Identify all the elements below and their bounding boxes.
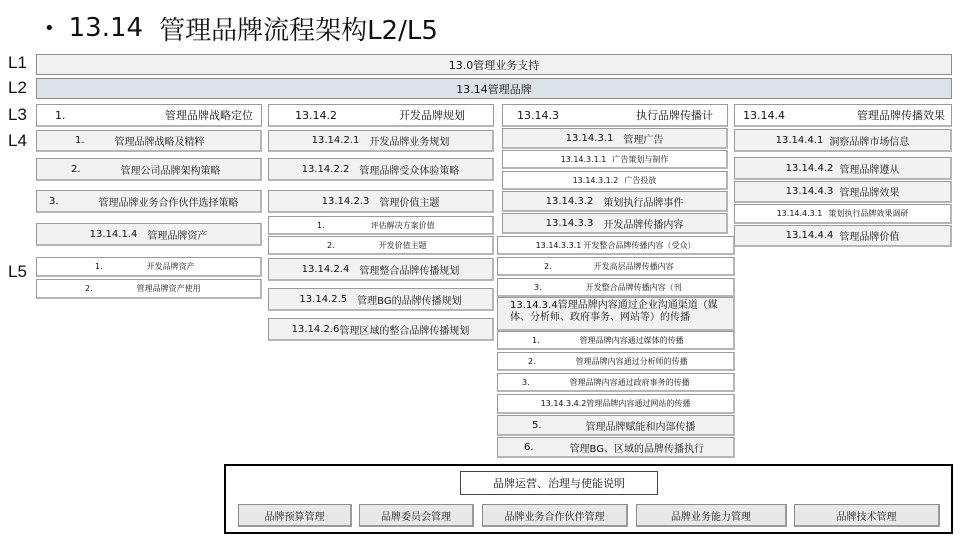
brand-capability-box: 品牌业务能力管理 (636, 504, 787, 527)
col2-item-num: 13.14.2.6 (291, 323, 340, 335)
col3-sub-label: 广告策划与制作 (612, 154, 669, 164)
col4-item (734, 157, 952, 180)
col4-item (734, 181, 952, 203)
col1-item (36, 190, 262, 213)
col2-item-label: 管理价值主题 (379, 197, 440, 209)
col2-item-num: 13.14.2.2 (301, 163, 350, 175)
col1-item (36, 130, 262, 152)
col3-sub-item (497, 257, 735, 276)
col2-sub-label: 评估解决方案价值 (370, 220, 435, 230)
col3-item-label: 管理BG、区域的品牌传播执行 (569, 443, 704, 455)
level-label-l3: L3 (8, 105, 27, 124)
brand-partner-box: 品牌业务合作伙伴管理 (482, 504, 628, 527)
col4-item-label: 管理品牌效果 (839, 188, 900, 199)
col3-item-num: 6. (524, 441, 534, 453)
col2-item-label: 管理整合品牌传播规划 (359, 265, 460, 277)
col3-sub-item (497, 373, 735, 392)
col4-item-num: 13.14.4.3 (785, 186, 834, 197)
level-label-l4: L4 (8, 131, 27, 150)
col2-item-label: 管理区域的整合品牌传播规划 (339, 325, 470, 337)
col2-item (268, 318, 494, 341)
col3-sub-item (497, 278, 735, 297)
col2-sub-label: 开发价值主题 (378, 240, 427, 250)
col3-sub-label: 开发整合品牌传播内容（受众） (583, 240, 696, 250)
col1-item-label: 管理品牌战略及精粹 (114, 137, 205, 148)
col2-header-num: 13.14.2 (295, 108, 337, 122)
col2-sub-item (268, 236, 494, 255)
col1-l5-item (36, 257, 262, 277)
col1-header-num: 1. (55, 108, 66, 122)
col4-header-num: 13.14.4 (743, 108, 785, 122)
col3-sub-num: 2. (544, 261, 552, 271)
col1-item (36, 158, 262, 181)
col3-item-label: 管理广告 (623, 134, 664, 146)
col1-item-label: 管理品牌资产 (147, 230, 208, 242)
col3-sub-num: 1. (532, 335, 540, 345)
col1-item-label: 管理品牌业务合作伙伴选择策略 (98, 197, 239, 209)
level-label-l1: L1 (8, 53, 27, 72)
operations-panel (224, 464, 953, 534)
col4-header-label: 管理品牌传播效果 (857, 109, 945, 122)
col3-sub-item (497, 236, 735, 255)
col1-item (36, 223, 262, 246)
col3-sub-num: 13.14.3.4.2 (540, 399, 587, 408)
col4-item (734, 129, 952, 152)
col3-sub-label: 管理品牌内容通过网站的传播 (586, 399, 691, 408)
col3-item (502, 191, 728, 212)
brand-committee-box: 品牌委员会管理 (359, 504, 474, 527)
col3-sub-item (502, 150, 728, 169)
col2-sub-num: 1. (317, 220, 325, 230)
col3-sub-label: 管理品牌内容通过政府事务的传播 (569, 377, 690, 387)
col2-item-num: 13.14.2.1 (311, 135, 360, 146)
col4-header (734, 104, 952, 127)
col3-item (497, 415, 735, 436)
col1-l5-num: 1. (95, 262, 103, 271)
col1-item-num: 13.14.1.4 (89, 228, 138, 240)
l2-process-band: 13.14管理品牌 (36, 78, 952, 99)
col2-item (268, 158, 494, 181)
col2-item (268, 130, 494, 152)
col4-item-num: 13.14.4.4 (785, 230, 834, 241)
col1-l5-num: 2. (85, 284, 93, 293)
col3-item-num: 13.14.3.1 (565, 132, 614, 144)
col3-sub-item (497, 352, 735, 371)
operations-panel-title: 品牌运营、治理与使能说明 (460, 471, 658, 495)
col3-sub-label: 管理品牌内容通过分析师的传播 (575, 356, 688, 366)
col3-sub-num: 13.14.3.1.2 (572, 175, 619, 185)
col1-l5-item (36, 279, 262, 299)
col3-sub-label: 管理品牌内容通过媒体的传播 (579, 335, 684, 345)
col1-header (36, 104, 262, 127)
col3-sub-num: 3. (534, 282, 542, 292)
col4-item-num: 13.14.4.2 (785, 162, 834, 174)
col3-item (502, 128, 728, 149)
col3-sub-label: 开发整合品牌传播内容（刊 (585, 282, 682, 292)
col3-item-num: 5. (532, 419, 542, 431)
col2-item-num: 13.14.2.5 (299, 293, 348, 305)
col2-item (268, 288, 494, 311)
col2-sub-num: 2. (327, 240, 335, 250)
col3-item (502, 213, 728, 234)
title-text: 管理品牌流程架构L2/L5 (159, 15, 438, 46)
col3-item (497, 437, 735, 458)
col3-sub-item (497, 331, 735, 350)
col1-item-label: 管理公司品牌架构策略 (120, 165, 221, 177)
col3-header (502, 104, 728, 127)
col4-sub-num: 13.14.4.3.1 (776, 209, 823, 218)
col4-sub-item (734, 204, 952, 224)
col3-item-num: 13.14.3.3 (545, 217, 594, 229)
title-bullet: • (44, 17, 55, 39)
col1-l5-label: 开发品牌资产 (146, 262, 195, 271)
col1-item-num: 3. (49, 195, 59, 207)
col2-item-label: 管理BG的品牌传播规划 (357, 295, 462, 307)
col2-sub-item (268, 216, 494, 235)
col3-sub-num: 2. (528, 356, 536, 366)
col3-item-num: 13.14.3.2 (545, 195, 594, 207)
col2-item-label: 管理品牌受众体验策略 (359, 165, 460, 177)
brand-technology-box: 品牌技术管理 (794, 504, 940, 527)
col3-sub-item (497, 394, 735, 414)
col3-item-label: 开发品牌传播内容 (603, 219, 684, 231)
col2-item-label: 开发品牌业务规划 (369, 137, 450, 148)
col4-item-label: 洞察品牌市场信息 (829, 136, 910, 148)
col3-item-label: 管理品牌赋能和内部传播 (585, 421, 696, 433)
col3-sub-label: 开发高层品牌传播内容 (593, 261, 674, 271)
col2-header-label: 开发品牌规划 (399, 109, 465, 122)
col1-item-num: 2. (71, 163, 81, 175)
col4-item (734, 225, 952, 247)
col2-item-num: 13.14.2.3 (321, 195, 370, 207)
slide-title (44, 8, 438, 48)
col4-sub-label: 策划执行品牌效果调研 (828, 209, 909, 218)
col1-header-label: 管理品牌战略定位 (165, 109, 253, 122)
col2-item-num: 13.14.2.4 (301, 263, 350, 275)
col3-item-channels: 13.14.3.4管理品牌内容通过企业沟通渠道（媒体、分析师、政府事务、网站等）的传播 (497, 297, 735, 331)
col4-item-num: 13.14.4.1 (775, 134, 824, 146)
level-label-l2: L2 (8, 78, 27, 97)
col1-item-num: 1. (75, 135, 85, 146)
col3-sub-num: 3. (522, 377, 530, 387)
col2-item (268, 190, 494, 213)
col2-header (268, 104, 494, 127)
level-label-l5: L5 (8, 262, 27, 281)
col3-sub-label: 广告投放 (624, 175, 657, 185)
col3-sub-num: 13.14.3.1.1 (560, 154, 607, 164)
col3-sub-num: 13.14.3.3.1 (535, 240, 582, 250)
col2-item (268, 258, 494, 281)
col1-l5-label: 管理品牌资产使用 (136, 284, 201, 293)
col3-sub-item (502, 171, 728, 190)
col3-header-num: 13.14.3 (517, 108, 559, 122)
brand-budget-box: 品牌预算管理 (238, 504, 352, 527)
col3-header-label: 执行品牌传播计 (636, 109, 713, 122)
col4-item-label: 管理品牌遵从 (839, 164, 900, 176)
title-number: 13.14 (68, 13, 144, 43)
l1-process-band: 13.0管理业务支持 (36, 54, 952, 75)
col4-item-label: 管理品牌价值 (839, 232, 900, 243)
col3-item-label: 策划执行品牌事件 (603, 197, 684, 209)
